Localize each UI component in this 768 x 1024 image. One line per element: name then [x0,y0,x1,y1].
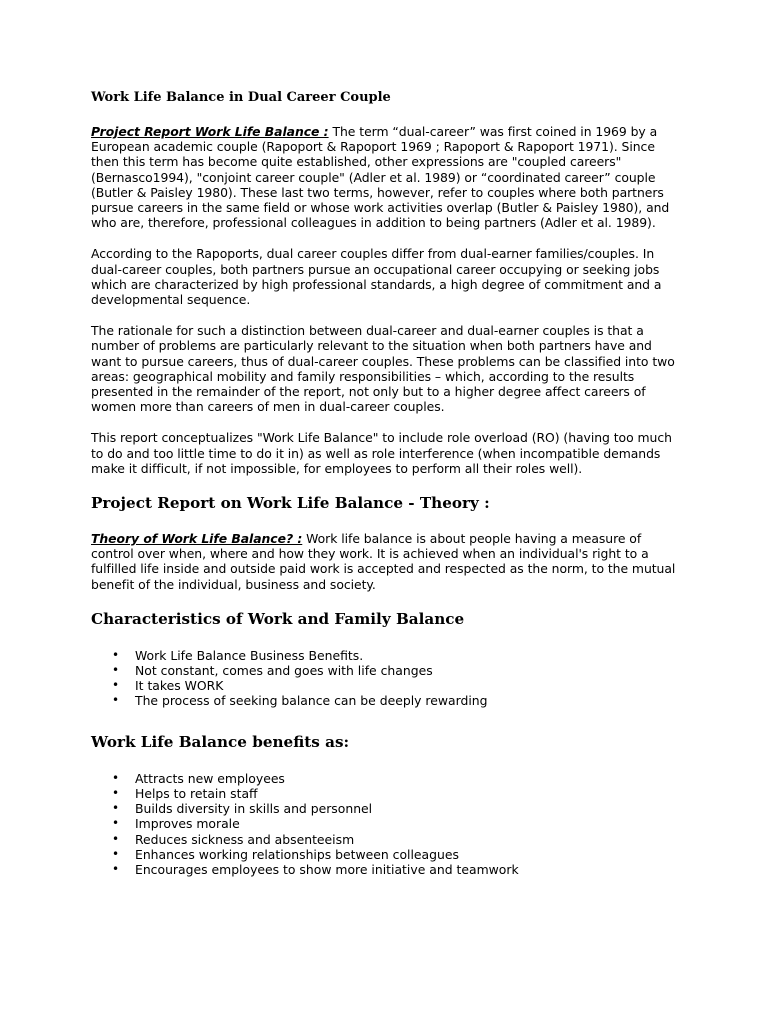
list-item: • Enhances working relationships between colleagues [91,847,681,862]
benefits-heading: Work Life Balance benefits as: [91,732,350,751]
intro-text: The term “dual-career” was first coined in 1969 by a European academic couple (Rapoport & Rapoport 1969 ; Rapoport & Rapoport 1971). Since then this term has become quite established, other expressions are "coupled careers" (Bernasco1994), "conjoint career couple" (Adler et al. 1989) or “coordinated career” couple (Butler & Paisley 1980). These last two terms, however, refer to couples where both partners pursue careers in the same field or whose work activities overlap (Butler & Paisley 1980), and who are, therefore, professional colleagues in addition to being partners (Adler et al. 1989). [91,124,670,231]
theory-paragraph [91,531,681,592]
characteristics-list [91,648,681,709]
list-item: • Improves morale [91,816,681,831]
list-item: • Not constant, comes and goes with life changes [91,663,681,678]
list-item: • Reduces sickness and absenteeism [91,832,681,847]
list-item: • Helps to retain staff [91,786,681,801]
intro-paragraph [91,124,681,230]
list-item: • Work Life Balance Business Benefits. [91,648,681,663]
list-item: • It takes WORK [91,678,681,693]
document-page [91,88,681,899]
intro-lead: Project Report Work Life Balance : [91,124,329,139]
theory-text: Work life balance is about people having a measure of control over when, where and how they work. It is achieved when an individual's right to a fulfilled life inside and outside paid work is accepted and respected as the norm, to the mutual benefit of the individual, business and society. [91,531,676,592]
document-title: Work Life Balance in Dual Career Couple [91,90,391,105]
benefits-list [91,771,681,877]
list-item: • Attracts new employees [91,771,681,786]
paragraph-conceptualization: This report conceptualizes "Work Life Balance" to include role overload (RO) (having too much to do and too little time to do it in) as well as role interference (when incompatible demands make it difficult, if not impossible, for employees to perform all their roles well). [91,430,672,476]
list-item: • Encourages employees to show more initiative and teamwork [91,862,681,877]
theory-lead: Theory of Work Life Balance? : [91,531,303,547]
list-item: • Builds diversity in skills and personnel [91,801,681,816]
characteristics-heading: Characteristics of Work and Family Balance [91,609,465,628]
list-item: • The process of seeking balance can be deeply rewarding [91,693,681,708]
paragraph-rationale: The rationale for such a distinction between dual-career and dual-earner couples is that a number of problems are particularly relevant to the situation when both partners have and want to pursue careers, thus of dual-career couples. These problems can be classified into two areas: geographical mobility and family responsibilities – which, according to the results presented in the remainder of the report, not only but to a higher degree affect careers of women more than careers of men in dual-career couples. [91,323,675,415]
paragraph-rapoports: According to the Rapoports, dual career couples differ from dual-earner families/couples. In dual-career couples, both partners pursue an occupational career occupying or seeking jobs which are characterized by high professional standards, a high degree of commitment and a developmental sequence. [91,246,662,308]
theory-heading: Project Report on Work Life Balance - Theory : [91,494,490,513]
